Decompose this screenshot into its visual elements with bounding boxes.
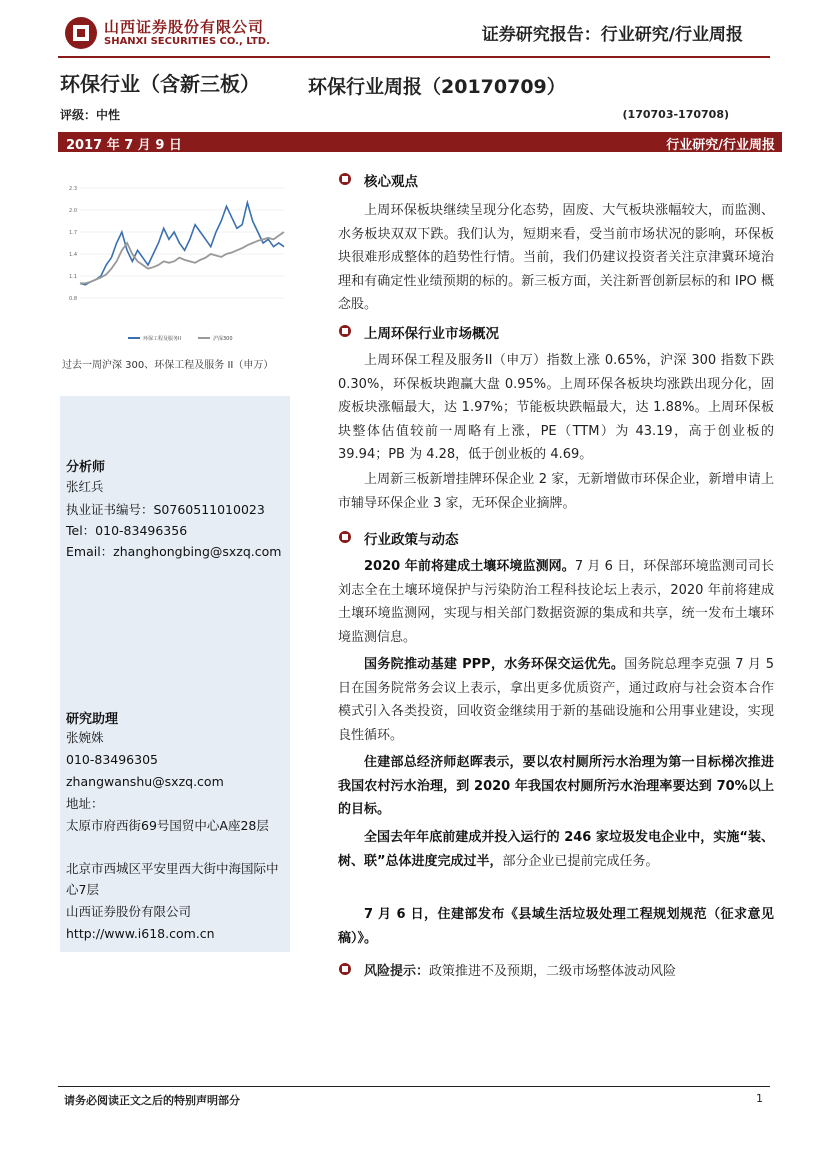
- section-bullet-icon: [338, 324, 352, 338]
- assistant-heading: 研究助理: [66, 712, 119, 727]
- chart-caption: 过去一周沪深 300、环保工程及服务 II（申万）: [62, 360, 274, 371]
- series-line-env-protection: [80, 203, 284, 285]
- risk-notice: 风险提示：政策推进不及预期，二级市场整体波动风险: [364, 964, 677, 979]
- core-view-text: 上周环保板块继续呈现分化态势，固废、大气板块涨幅较大，而监测、水务板块双双下跌。我们认为，短期来看，受当前市场状况的影响，环保板块很难形成整体的趋势性行情。当前，我们仍建议投资者关注京津冀环境治理和有确定性业绩预期的标的。新三板方面，关注新晋创新层标的和 IPO 概念股。: [338, 203, 774, 312]
- y-tick-label: 2.3: [69, 186, 77, 192]
- y-tick-label: 1.4: [69, 252, 77, 258]
- company-name-en: SHANXI SECURITIES CO., LTD.: [104, 36, 270, 47]
- section-bullet-icon: [338, 530, 352, 544]
- policy-title: 行业政策与动态: [364, 532, 459, 548]
- address-beijing: 北京市西城区平安里西大街中海国际中心7层: [66, 861, 279, 897]
- market-overview-text: 上周环保工程及服务II（申万）指数上涨 0.65%，沪深 300 指数下跌 0.30%，环保板块跑赢大盘 0.95%。上周环保各板块均涨跌出现分化，固废板块涨幅最大，达 1.97%；节能板块跌幅最大，达 1.88%。上周环保板块整体估值较前一周略有上涨，PE（TTM）为 43.19，高于创业板的 39.94；PB 为 4.28，低于创业板的 4.69。: [338, 353, 774, 462]
- legend-label: 环保工程及服务II: [143, 336, 181, 342]
- section-bullet-icon: [338, 172, 352, 186]
- assistant-tel: 010-83496305: [66, 752, 158, 767]
- assistant-name: 张婉姝: [66, 730, 104, 745]
- company-logo: [64, 16, 98, 50]
- policy-item-ppp: 国务院推动基建 PPP，水务环保交运优先。国务院总理李克强 7 月 5 日在国务院常务会议上表示，拿出更多优质资产，通过政府与社会资本合作模式引入各类投资，回收资金继续用于新的基础设施和公用事业建设，实现良性循环。: [338, 657, 774, 743]
- page-number: 1: [756, 1092, 763, 1105]
- analyst-tel: Tel：010-83496356: [66, 523, 188, 538]
- address-label: 地址：: [66, 796, 104, 811]
- legend-label: 沪深300: [213, 336, 233, 342]
- report-type: 证券研究报告：行业研究/行业周报: [481, 25, 743, 45]
- neeq-overview-text: 上周新三板新增挂牌环保企业 2 家，无新增做市环保企业，新增申请上市辅导环保企业 3 家，无环保企业摘牌。: [338, 472, 774, 511]
- address-taiyuan: 太原市府西街69号国贸中心A座28层: [66, 818, 269, 833]
- policy-item-waste-power: 全国去年年底前建成并投入运行的 246 家垃圾发电企业中，实施“装、树、联”总体进度完成过半，部分企业已提前完成任务。: [338, 830, 774, 869]
- y-tick-label: 1.1: [69, 274, 77, 280]
- footer-notice: 请务必阅读正文之后的特别声明部分: [64, 1094, 240, 1107]
- report-date: 2017 年 7 月 9 日: [66, 138, 182, 153]
- section-bullet-icon: [338, 962, 352, 976]
- analyst-email[interactable]: Email：zhanghongbing@sxzq.com: [66, 544, 282, 559]
- company-name-cn: 山西证券股份有限公司: [104, 18, 265, 36]
- analyst-heading: 分析师: [66, 460, 106, 475]
- rating: 评级：中性: [60, 108, 121, 122]
- y-tick-label: 0.8: [69, 296, 77, 302]
- y-tick-label: 1.7: [69, 230, 77, 236]
- assistant-email[interactable]: zhangwanshu@sxzq.com: [66, 774, 224, 789]
- company-website[interactable]: http://www.i618.com.cn: [66, 926, 215, 941]
- index-comparison-chart: [58, 178, 290, 348]
- market-overview-title: 上周环保行业市场概况: [364, 326, 499, 342]
- core-view-title: 核心观点: [364, 174, 418, 190]
- analyst-cert: 执业证书编号：S0760511010023: [66, 502, 265, 517]
- footer-divider: [58, 1086, 770, 1087]
- policy-item-landfill-spec: 7 月 6 日，住建部发布《县域生活垃圾处理工程规划规范（征求意见稿）》。: [338, 907, 774, 946]
- header-divider: [58, 56, 770, 58]
- industry-title: 环保行业（含新三板）: [60, 72, 260, 96]
- company-name-sidebar: 山西证券股份有限公司: [66, 904, 192, 919]
- analyst-name: 张红兵: [66, 479, 104, 494]
- policy-item-rural-sewage: 住建部总经济师赵晖表示，要以农村厕所污水治理为第一目标梯次推进我国农村污水治理，到 2020 年我国农村厕所污水治理率要达到 70%以上的目标。: [338, 755, 774, 817]
- y-tick-label: 2.0: [69, 208, 77, 214]
- policy-item-soil: 2020 年前将建成土壤环境监测网。7 月 6 日，环保部环境监测司司长刘志全在土壤环境保护与污染防治工程科技论坛上表示，2020 年前将建成土壤环境监测网，实现与相关部门数据资源的集成和共享，统一发布土壤环境监测信息。: [338, 559, 774, 645]
- report-category: 行业研究/行业周报: [666, 138, 775, 153]
- report-period: (170703-170708): [622, 108, 729, 121]
- report-title: 环保行业周报（20170709）: [308, 76, 566, 98]
